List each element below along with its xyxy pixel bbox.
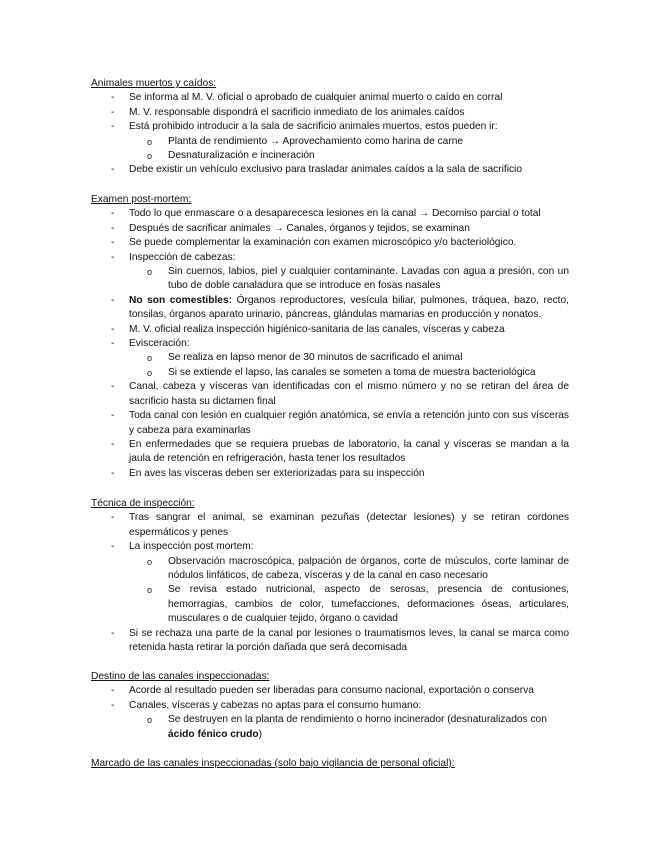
sub-list-item: o Sin cuernos, labios, piel y cualquier contaminante. Lavadas con agua a presión, con un tubo de doble canaladura que se introduce en fosas nasales xyxy=(147,266,569,292)
dash-bullet: - xyxy=(111,106,115,118)
list-item: - Toda canal con lesión en cualquier región anatómica, se envía a retención junto con sus vísceras y cabeza para examinarlas xyxy=(111,410,569,436)
dash-bullet: - xyxy=(111,699,115,711)
dash-bullet: - xyxy=(111,381,115,393)
section-heading: Examen post-mortem: xyxy=(91,194,192,205)
sub-list-item: o Planta de rendimiento → Aprovechamiento como harina de carne xyxy=(91,135,569,149)
list-item: - Todo lo que enmascare o a desaparecesca lesiones en la canal → Decomiso parcial o total xyxy=(91,207,569,221)
list-item: - Está prohibido introducir a la sala de sacrificio animales muertos, estos pueden ir: o Planta de rendimiento → Aprovechamiento como harina de carne o Desnaturalización e incineración xyxy=(91,120,569,163)
sub-list xyxy=(129,135,569,164)
sub-list xyxy=(129,265,569,294)
sub-list-item: o Desnaturalización e incineración xyxy=(91,149,569,163)
list-item: - Se informa al M. V. oficial o aprobado de cualquier animal muerto o caído en corral xyxy=(91,91,569,105)
section-heading: Técnica de inspección: xyxy=(91,498,195,509)
list-item: - Evisceración: o Se realiza en lapso menor de 30 minutos de sacrificado el animal o Si se extiende el lapso, las canales se someten a toma de muestra bacteriológica xyxy=(91,337,569,380)
list-item: - Después de sacrificar animales → Canales, órganos y tejidos, se examinan xyxy=(91,222,569,236)
dash-bullet: - xyxy=(111,338,115,350)
dash-bullet: - xyxy=(111,92,115,104)
dash-bullet: - xyxy=(111,685,115,697)
list-item: - En enfermedades que se requiera pruebas de laboratorio, la canal y vísceras se mandan a la jaula de retención en refrigeración, hasta tener los resultados xyxy=(111,438,569,465)
dash-bullet: - xyxy=(111,222,115,234)
list-item: - No son comestibles: Órganos reproductores, vesícula biliar, pulmones, tráquea, bazo, recto, tonsilas, órganos aparato urinario, páncreas, glándulas mamarias en producción y nonatos. xyxy=(111,294,570,321)
sub-list-item: o Observación macroscópica, palpación de órganos, corte de músculos, corte laminar de nódulos linfáticos, de cabeza, vísceras y de la canal en caso necesario xyxy=(147,555,569,582)
section-examen-post-mortem xyxy=(91,193,569,481)
bullet-list xyxy=(91,91,569,177)
dash-bullet: - xyxy=(111,294,115,306)
circle-bullet: o xyxy=(147,715,153,726)
circle-bullet: o xyxy=(147,267,153,278)
dash-bullet: - xyxy=(111,323,115,335)
section-marcado-canales xyxy=(91,757,569,771)
list-item: - En aves las vísceras deben ser exteriorizadas para su inspección xyxy=(91,467,569,481)
section-tecnica-inspeccion xyxy=(91,497,569,655)
circle-bullet: o xyxy=(147,367,153,378)
list-item: - Si se rechaza una parte de la canal por lesiones o traumatismos leves, la canal se marca como retenida hasta retirar la porción dañada que será decomisada xyxy=(111,627,569,654)
section-destino-canales xyxy=(91,670,569,742)
list-item: - Acorde al resultado pueden ser liberadas para consumo nacional, exportación o conserva xyxy=(91,684,569,698)
dash-bullet: - xyxy=(111,121,115,133)
list-item: - M. V. responsable dispondrá el sacrificio inmediato de los animales caídos xyxy=(91,106,569,120)
bullet-list xyxy=(91,207,569,481)
section-heading: Marcado de las canales inspeccionadas (solo bajo vigilancia de personal oficial): xyxy=(91,758,455,769)
bullet-list xyxy=(91,684,569,742)
bold-label: No son comestibles: xyxy=(129,294,233,306)
list-item: - Debe existir un vehículo exclusivo para trasladar animales caídos a la sala de sacrificio xyxy=(91,163,569,177)
sub-list-item: o Se realiza en lapso menor de 30 minutos de sacrificado el animal xyxy=(91,351,569,365)
section-heading: Destino de las canales inspeccionadas: xyxy=(91,671,270,682)
circle-bullet: o xyxy=(147,585,153,596)
section-heading: Animales muertos y caídos: xyxy=(91,78,217,89)
dash-bullet: - xyxy=(111,237,115,249)
dash-bullet: - xyxy=(111,410,115,422)
list-item: - Se puede complementar la examinación con examen microscópico y/o bacteriológico. xyxy=(91,236,569,250)
dash-bullet: - xyxy=(111,627,115,639)
list-item: - M. V. oficial realiza inspección higiénico-sanitaria de las canales, vísceras y cabeza xyxy=(91,323,569,337)
section-animales-muertos xyxy=(91,77,569,178)
sub-list xyxy=(129,351,569,380)
dash-bullet: - xyxy=(111,208,115,220)
list-item: - La inspección post mortem: o Observación macroscópica, palpación de órganos, corte de músculos, corte laminar de nódulos linfáticos, de cabeza, vísceras y de la canal en caso necesario o Se revisa estado nutricional, aspecto de serosas, presencia de contusiones, hemorragias, cambios de color, tumefacciones, deformaciones óseas, articulares, musculares o de cualquier tejido, órgano o cavidad xyxy=(91,540,569,626)
sub-list-item: o Si se extiende el lapso, las canales se someten a toma de muestra bacteriológica xyxy=(91,366,569,380)
sub-list xyxy=(129,555,569,627)
sub-list-item: o Se destruyen en la planta de rendimiento o horno incinerador (desnaturalizados con ácido fénico crudo) xyxy=(147,714,547,740)
dash-bullet: - xyxy=(111,512,115,524)
list-item: - Tras sangrar el animal, se examinan pezuñas (detectar lesiones) y se retiran cordones espermáticos y penes xyxy=(111,512,569,538)
list-item: - Canales, vísceras y cabezas no aptas para el consumo humano: o Se destruyen en la planta de rendimiento o horno incinerador (desnaturalizados con ácido fénico crudo) xyxy=(91,699,569,742)
dash-bullet: - xyxy=(111,467,115,479)
dash-bullet: - xyxy=(111,251,115,263)
list-item: - Canal, cabeza y vísceras van identificadas con el mismo número y no se retiran del área de sacrificio hasta su dictamen final xyxy=(111,381,569,407)
sub-list xyxy=(129,713,569,742)
dash-bullet: - xyxy=(111,164,115,176)
circle-bullet: o xyxy=(147,353,153,364)
list-item: - Inspección de cabezas: o Sin cuernos, labios, piel y cualquier contaminante. Lavadas con agua a presión, con un tubo de doble canaladura que se introduce en fosas nasales xyxy=(91,251,569,294)
bullet-list xyxy=(91,511,569,655)
bold-term: ácido fénico crudo xyxy=(168,728,259,740)
circle-bullet: o xyxy=(147,556,153,567)
sub-list-item: o Se revisa estado nutricional, aspecto de serosas, presencia de contusiones, hemorragias, cambios de color, tumefacciones, deformaciones óseas, articulares, musculares o de cualquier tejido, órgano o cavidad xyxy=(147,584,569,625)
circle-bullet: o xyxy=(147,136,153,147)
dash-bullet: - xyxy=(111,541,115,553)
dash-bullet: - xyxy=(111,438,115,450)
circle-bullet: o xyxy=(147,151,153,162)
